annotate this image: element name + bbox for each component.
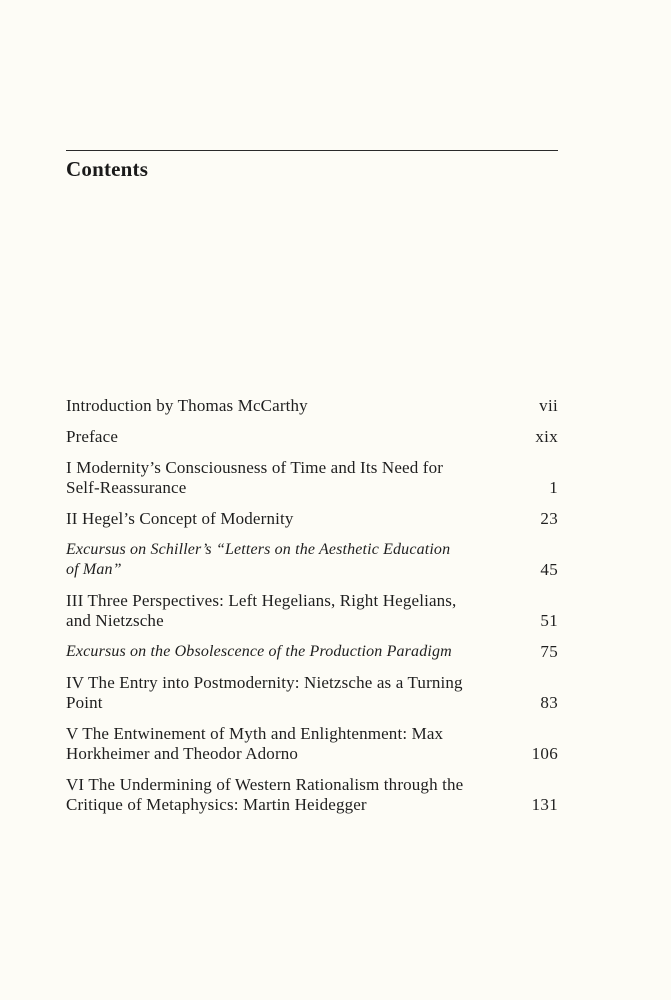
- toc-entry-chapter-2: [66, 509, 558, 529]
- toc-entry-page-number: vii: [539, 396, 558, 415]
- toc-entry-introduction: [66, 396, 558, 416]
- toc-entry-page-number: 131: [531, 795, 558, 814]
- toc-entry-title: II Hegel’s Concept of Modernity: [66, 509, 294, 528]
- heading-rule: [66, 150, 558, 151]
- toc-entry-chapter-6: [66, 775, 558, 815]
- toc-entry-title: V The Entwinement of Myth and Enlightenment: Max Horkheimer and Theodor Adorno: [66, 724, 444, 763]
- toc-entry-page-number: 1: [549, 478, 558, 497]
- toc-entry-title: Excursus on Schiller’s “Letters on the Aesthetic Education of Man”: [66, 541, 451, 578]
- toc-entry-title: Excursus on the Obsolescence of the Production Paradigm: [66, 643, 452, 660]
- toc-entry-page-number: 83: [540, 693, 558, 712]
- toc-entry-chapter-4: [66, 673, 558, 713]
- toc-entry-title: Preface: [66, 427, 119, 446]
- toc-entry-page-number: 106: [531, 744, 558, 763]
- table-of-contents: [66, 396, 558, 826]
- toc-entry-page-number: 45: [540, 560, 558, 579]
- toc-entry-page-number: 23: [540, 509, 558, 528]
- toc-entry-chapter-1: [66, 458, 558, 498]
- toc-entry-page-number: xix: [535, 427, 558, 446]
- contents-heading: Contents: [66, 157, 149, 181]
- toc-entry-excursus-production-paradigm: [66, 642, 558, 662]
- toc-entry-page-number: 51: [540, 611, 558, 630]
- toc-entry-title: VI The Undermining of Western Rationalism through the Critique of Metaphysics: Martin Heidegger: [66, 775, 464, 814]
- toc-entry-chapter-5: [66, 724, 558, 764]
- toc-entry-title: III Three Perspectives: Left Hegelians, Right Hegelians, and Nietzsche: [66, 591, 457, 630]
- toc-entry-title: IV The Entry into Postmodernity: Nietzsche as a Turning Point: [66, 673, 463, 712]
- toc-entry-preface: [66, 427, 558, 447]
- toc-entry-title: I Modernity’s Consciousness of Time and Its Need for Self-Reassurance: [66, 458, 444, 497]
- toc-entry-chapter-3: [66, 591, 558, 631]
- toc-entry-page-number: 75: [540, 642, 558, 661]
- toc-entry-title: Introduction by Thomas McCarthy: [66, 396, 308, 415]
- toc-entry-excursus-schiller: [66, 540, 558, 580]
